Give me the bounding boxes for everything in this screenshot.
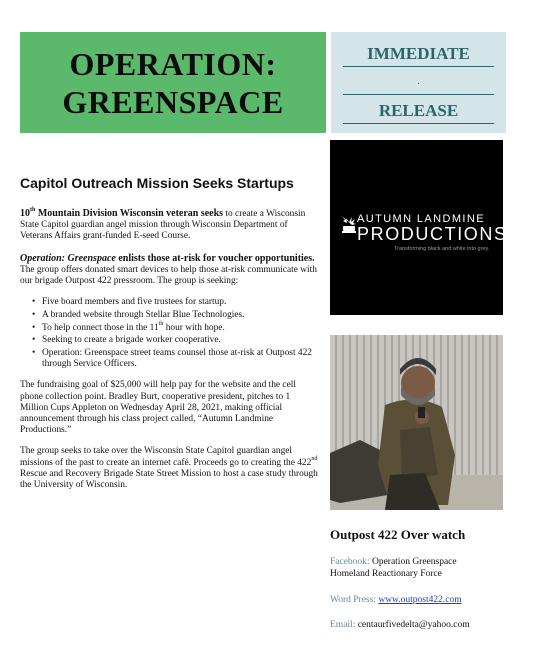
list-item: • Five board members and five trustees for startup.	[34, 297, 320, 308]
hope-pre: To help connect those in the 11	[42, 322, 159, 333]
email-label: Email:	[330, 620, 356, 630]
seeking-list	[20, 297, 320, 370]
facebook-label: Facebook:	[330, 557, 370, 567]
p1-text: to create a Wisconsin State Capitol guardian angel mission through Wisconsin Department of Veterans Affairs grant-funded E-seed Course.	[20, 209, 306, 242]
list-item	[34, 320, 320, 334]
paragraph-1	[20, 208, 320, 243]
release-divider-mid	[343, 94, 494, 95]
logo-line-1: AUTUMN LANDMINE	[357, 213, 485, 225]
article-headline: Capitol Outreach Mission Seeks Startups	[20, 175, 294, 191]
p4-pre: The group seeks to take over the Wisconsin State Capitol guardian angel missions of the past to create an internet café. Proceeds go to creating the 422	[20, 446, 312, 468]
paragraph-4	[20, 446, 320, 491]
p2-bold: enlists those at-risk for voucher opportunities.	[118, 252, 315, 264]
email-value: centaurfivedelta@yahoo.com	[357, 620, 470, 630]
veteran-photo	[330, 335, 503, 510]
page-title	[62, 45, 283, 121]
p1-superscript: th	[30, 206, 36, 213]
title-line-2: GREENSPACE	[62, 83, 284, 120]
release-divider-bottom	[343, 123, 494, 124]
list-item: • Seeking to create a brigade worker cooperative.	[34, 335, 320, 346]
wordpress-info	[330, 594, 530, 606]
title-banner	[20, 32, 326, 133]
release-top-label: IMMEDIATE	[367, 44, 470, 63]
logo-line-2: PRODUCTIONS	[357, 224, 508, 244]
release-dot: .	[417, 76, 420, 86]
paragraph-2	[20, 253, 320, 288]
p1-number: 10	[20, 208, 30, 219]
release-bottom-label: RELEASE	[378, 101, 459, 120]
article-body	[20, 208, 320, 501]
p1-bold: Mountain Division Wisconsin veteran seeks	[37, 208, 224, 219]
p2-text: The group offers donated smart devices to help those at-risk communicate with our brigade Outpost 422 pressroom. The group is seeking:	[20, 264, 317, 287]
wordpress-label: Word Press:	[330, 595, 376, 605]
facebook-info	[330, 556, 530, 580]
list-item: • A branded website through Stellar Blue Technologies.	[34, 310, 320, 321]
autumn-landmine-logo	[330, 140, 508, 315]
p4-post: Rescue and Recovery Brigade State Street Mission to host a case study through the University of Wisconsin.	[20, 468, 318, 491]
p2-italic: Operation: Greenspace	[20, 252, 116, 264]
release-banner	[331, 32, 506, 133]
paragraph-3: The fundraising goal of $25,000 will help pay for the website and the cell phone collection point. Bradley Burt, cooperative president, pitches to 1 Million Cups Appleton on Wednesday April 28, 2021, making official announcement through his class project called, “Autumn Landmine Productions.”	[20, 380, 296, 436]
p4-superscript: nd	[311, 455, 318, 462]
hope-post: hour with hope.	[165, 322, 225, 333]
email-info	[330, 619, 530, 631]
list-item: • Operation: Greenspace street teams counsel those at-risk at Outpost 422 through Service Officers.	[34, 348, 320, 370]
facebook-value-2: Homeland Reactionary Force	[330, 569, 442, 579]
release-divider-top	[343, 66, 494, 67]
wordpress-link[interactable]: www.outpost422.com	[378, 595, 462, 605]
title-line-1: OPERATION:	[69, 45, 277, 82]
sidebar-title: Outpost 422 Over watch	[330, 527, 466, 542]
facebook-value-1: Operation Greenspace	[371, 557, 457, 567]
landmine-icon	[340, 212, 358, 234]
logo-tagline: Transforming black and white into grey.	[394, 246, 490, 252]
hope-superscript: th	[158, 320, 164, 327]
